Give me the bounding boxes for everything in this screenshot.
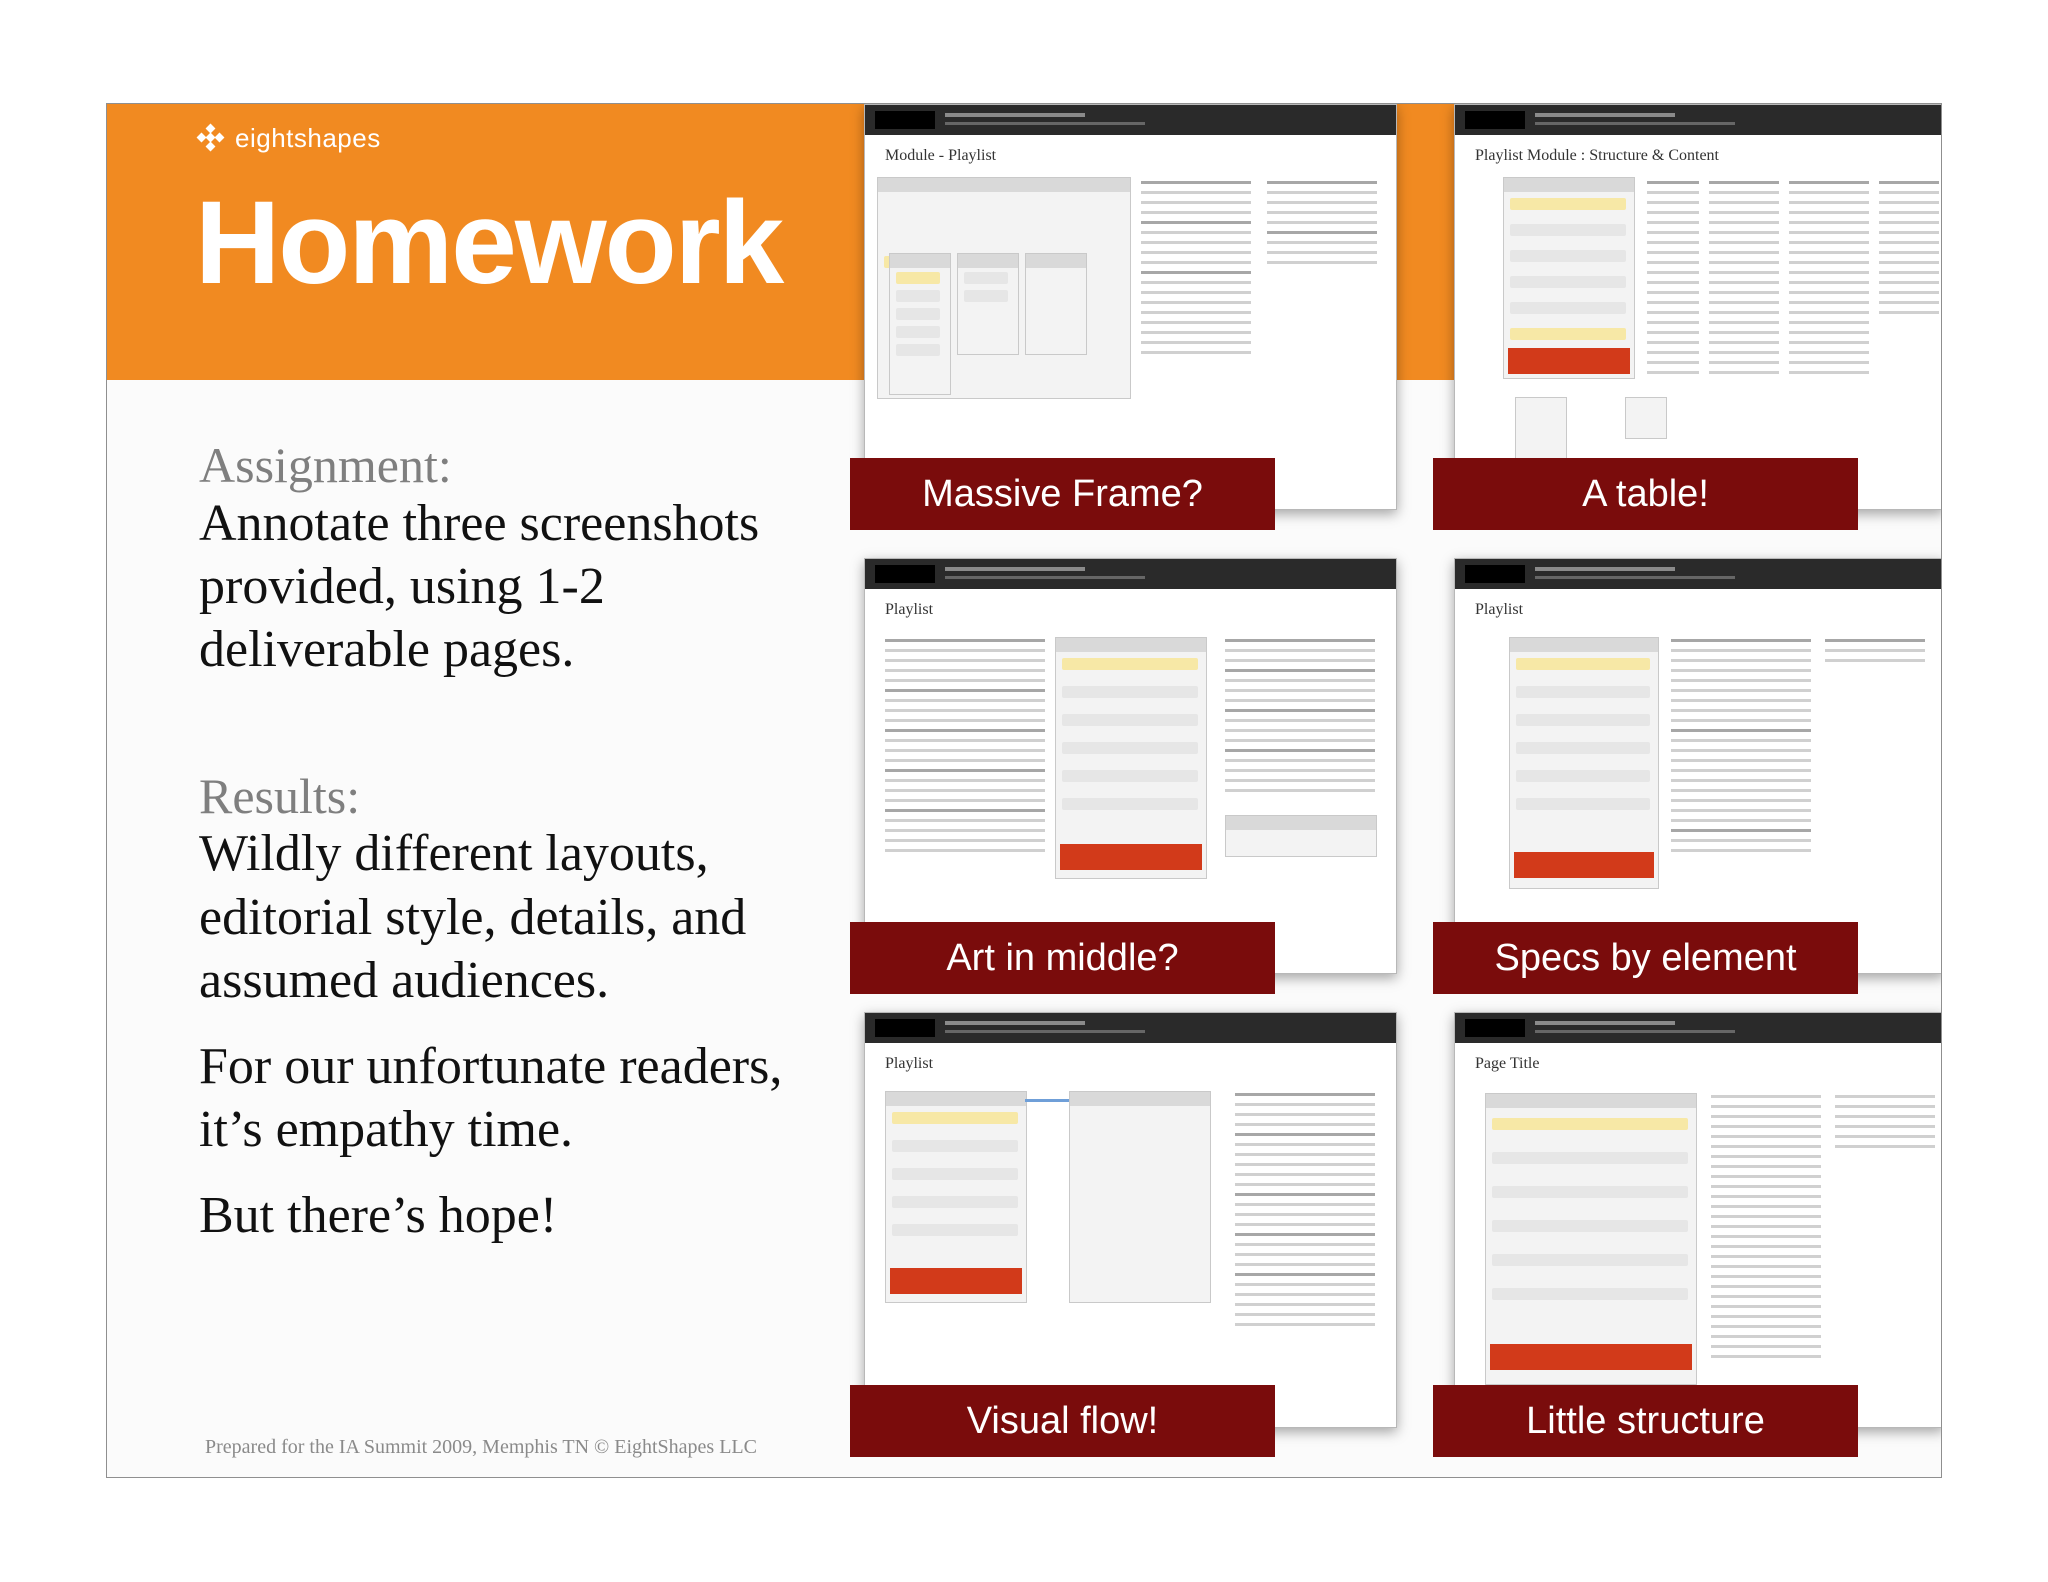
results-text: Wildly different layouts, editorial style, details, and assumed audiences. xyxy=(199,825,747,1010)
example-caption: A table! xyxy=(1433,458,1858,530)
example-caption: Art in middle? xyxy=(850,922,1275,994)
eightshapes-logo-icon xyxy=(195,122,227,154)
logo-text: eightshapes xyxy=(235,122,381,153)
assignment-label: Assignment: xyxy=(199,437,452,493)
example-thumbnail xyxy=(864,558,1397,974)
example-page-title: Playlist xyxy=(1475,601,1524,618)
assignment-text: Annotate three screenshots provided, using 1-2 deliverable pages. xyxy=(199,494,760,679)
example-caption: Specs by element xyxy=(1433,922,1858,994)
example-page-title: Page Title xyxy=(1475,1055,1540,1072)
page-title: Homework xyxy=(195,177,783,309)
example-thumbnail xyxy=(1454,104,1942,510)
example-thumbnail xyxy=(1454,1012,1942,1428)
example-caption: Little structure xyxy=(1433,1385,1858,1457)
example-page-title: Playlist xyxy=(885,601,934,618)
example-thumbnail xyxy=(1454,558,1942,974)
logo xyxy=(195,122,381,154)
example-caption: Massive Frame? xyxy=(850,458,1275,530)
slide xyxy=(106,103,1942,1478)
hope-text: But there’s hope! xyxy=(199,1186,558,1244)
example-caption: Visual flow! xyxy=(850,1385,1275,1457)
example-thumbnail xyxy=(864,104,1397,510)
example-page-title: Playlist xyxy=(885,1055,934,1072)
results-label: Results: xyxy=(199,767,361,824)
content-column xyxy=(199,439,839,1247)
empathy-text: For our unfortunate readers, it’s empathy time. xyxy=(199,1037,783,1159)
example-page-title: Module - Playlist xyxy=(885,147,997,164)
example-thumbnail xyxy=(864,1012,1397,1428)
footer-credit: Prepared for the IA Summit 2009, Memphis TN © EightShapes LLC xyxy=(205,1436,757,1458)
example-page-title: Playlist Module : Structure & Content xyxy=(1475,147,1719,164)
